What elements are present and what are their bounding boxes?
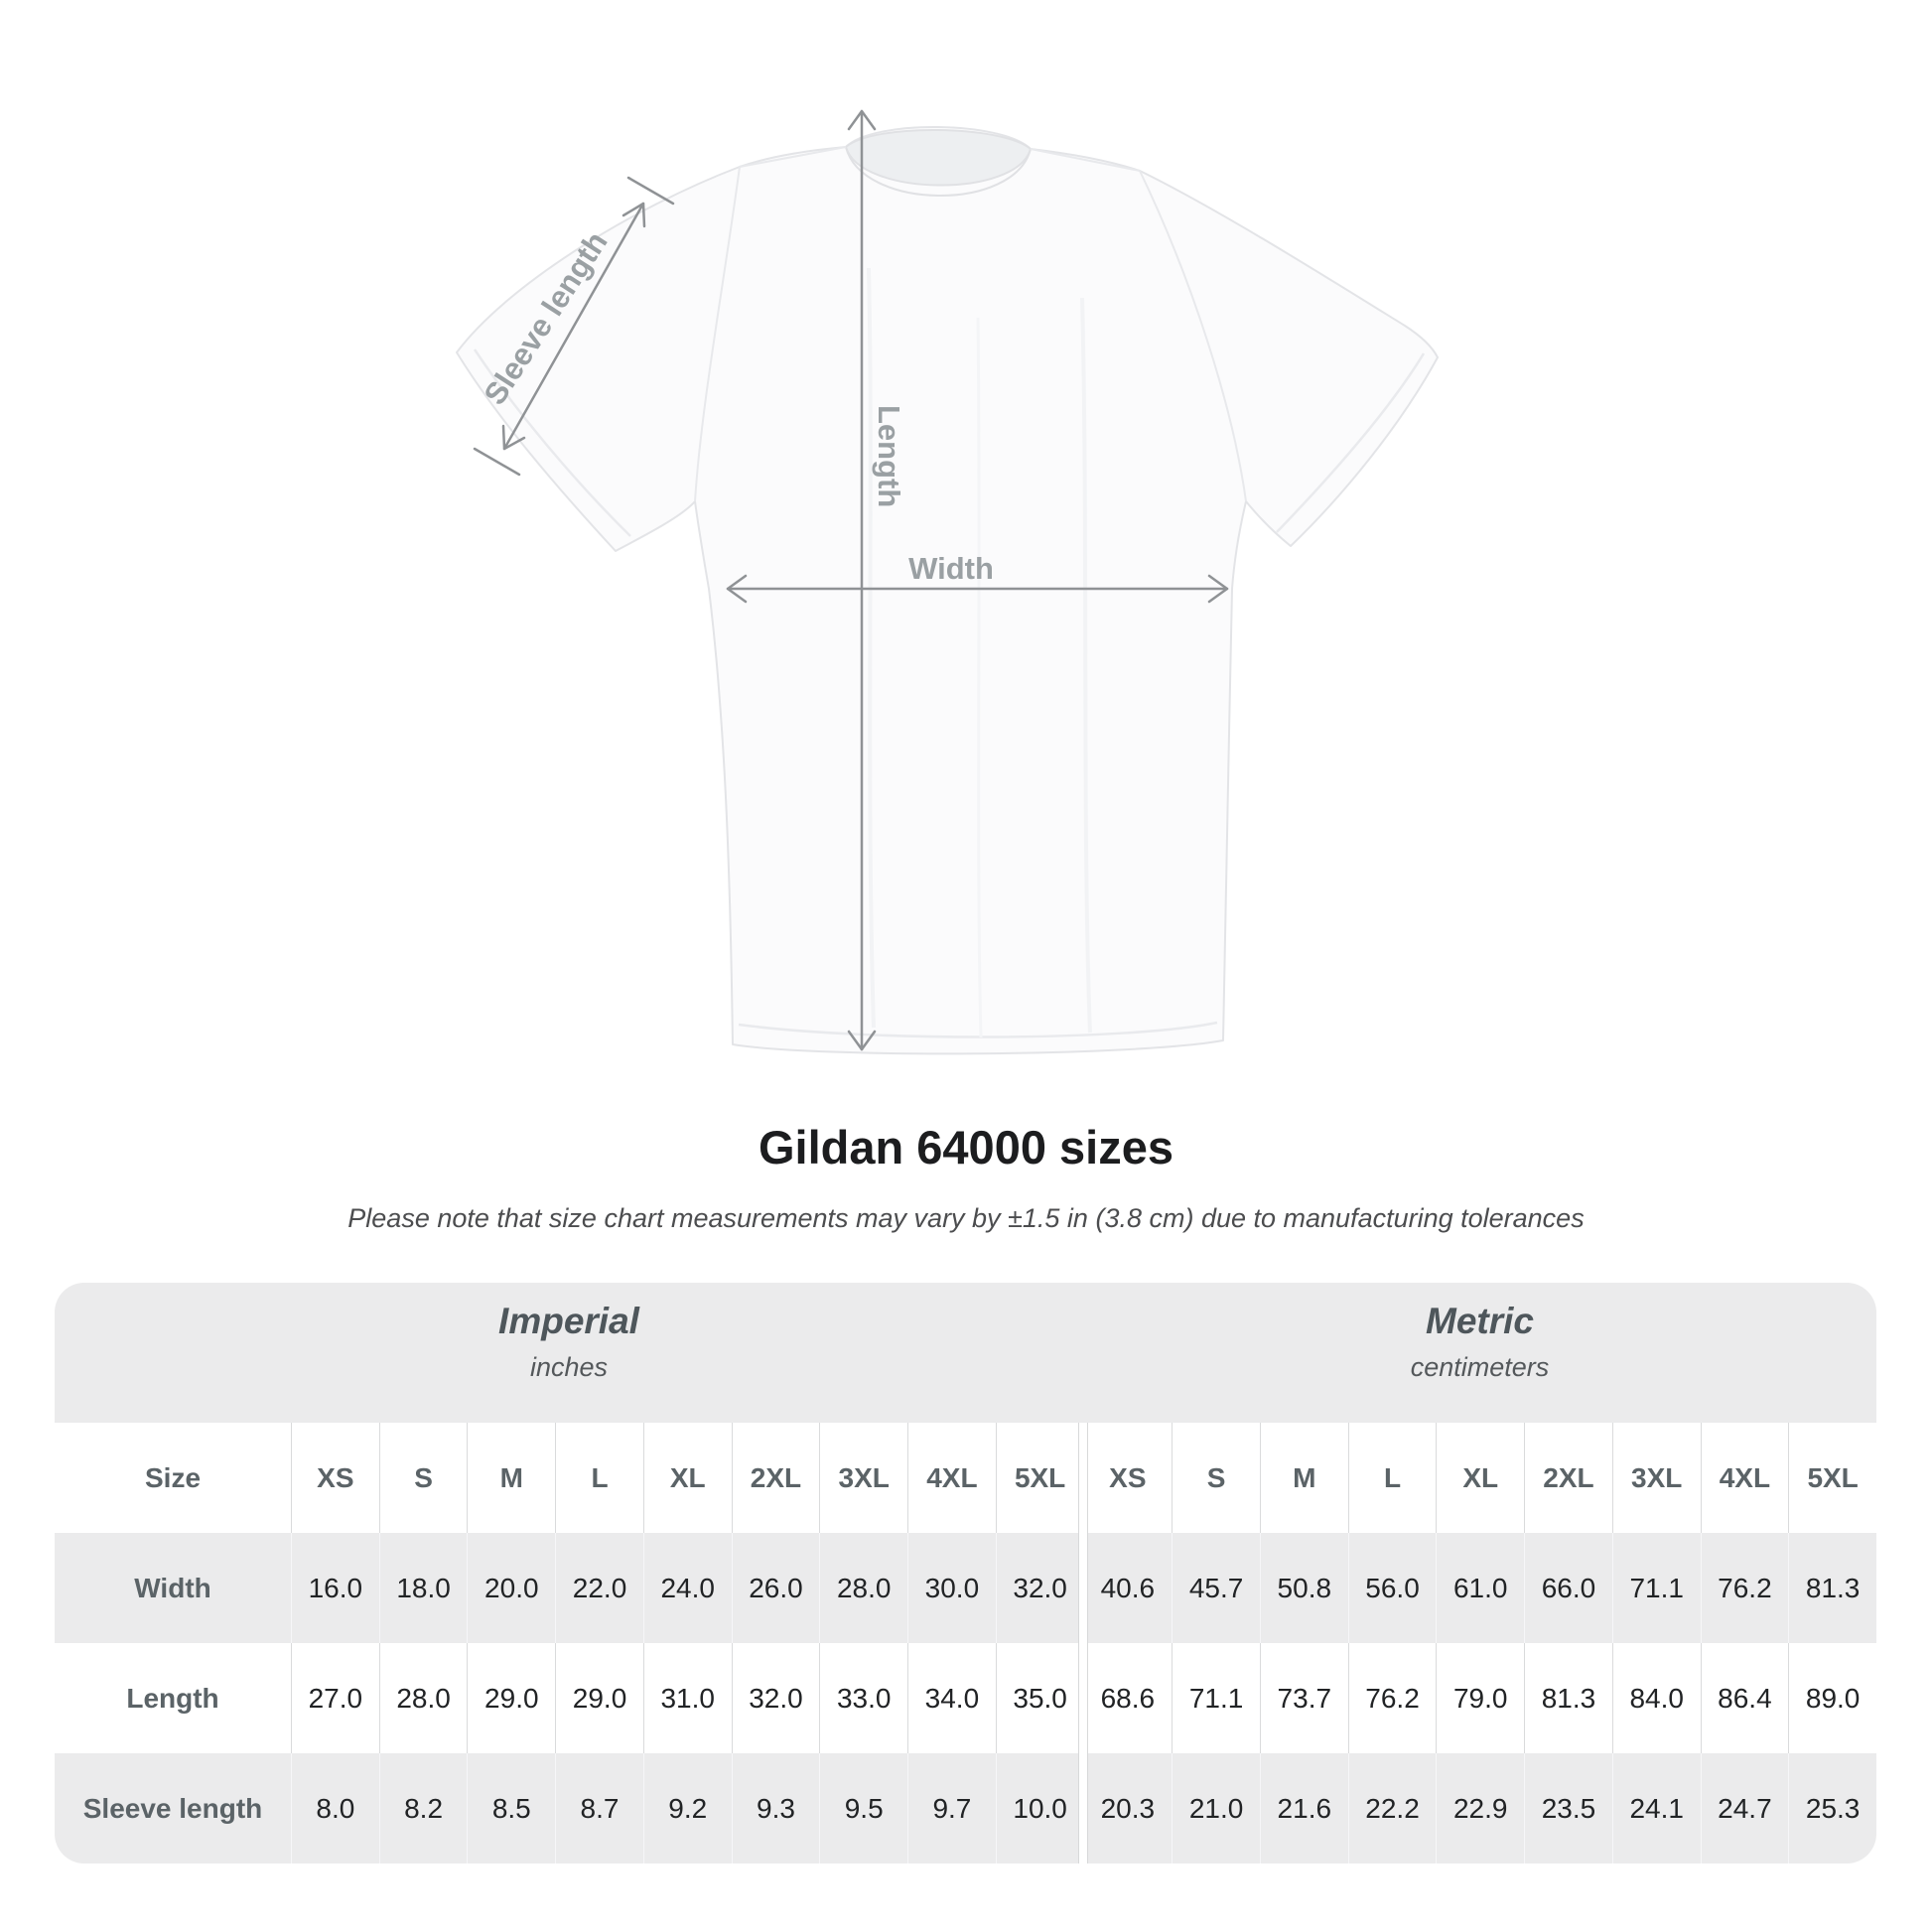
sleeve-length-label: Sleeve length [477,225,615,411]
value-cell: 21.6 [1260,1753,1348,1863]
value-cell: 22.9 [1436,1753,1524,1863]
size-cell: XS [1109,1461,1147,1493]
sleeve-length-row [55,1753,1876,1863]
length-label: Length [872,405,906,508]
value-cell: 26.0 [732,1533,820,1643]
value-cell: 30.0 [907,1533,996,1643]
value-cell: 22.0 [555,1533,643,1643]
width-row [55,1533,1876,1643]
value-cell: 28.0 [379,1643,468,1753]
value-cell: 22.2 [1348,1753,1437,1863]
value-cell: 71.1 [1612,1533,1701,1643]
size-table [55,1283,1876,1863]
value-cell: 45.7 [1172,1533,1260,1643]
size-cell: XL [643,1423,732,1533]
value-cell: 61.0 [1436,1533,1524,1643]
size-cell: 3XL [1612,1423,1701,1533]
size-cell: M [467,1423,555,1533]
size-cell: 5XL [996,1423,1084,1533]
size-cell: 5XL [1788,1423,1876,1533]
value-cell: 16.0 [291,1533,379,1643]
units-band [55,1283,1876,1423]
value-cell: 73.7 [1260,1643,1348,1753]
metric-title: Metric [1426,1301,1534,1341]
size-cell: 4XL [907,1423,996,1533]
value-cell: 29.0 [555,1643,643,1753]
metric-section-header [1083,1283,1876,1423]
imperial-metric-divider [1078,1423,1088,1863]
page-title: Gildan 64000 sizes [758,1121,1174,1173]
value-cell: 68.6 [1100,1682,1156,1714]
size-cell: 4XL [1701,1423,1789,1533]
size-cell: 2XL [1524,1423,1612,1533]
size-cell: XL [1436,1423,1524,1533]
value-cell: 76.2 [1701,1533,1789,1643]
value-cell: 24.0 [643,1533,732,1643]
imperial-unit: inches [529,1352,609,1382]
value-cell: 32.0 [996,1533,1084,1643]
value-cell: 33.0 [819,1643,907,1753]
row-label: Length [126,1682,219,1714]
value-cell: 34.0 [907,1643,996,1753]
size-cell: L [1348,1423,1437,1533]
value-cell: 9.2 [643,1753,732,1863]
width-label: Width [908,551,994,586]
value-cell: 8.0 [291,1753,379,1863]
value-cell: 18.0 [379,1533,468,1643]
value-cell: 84.0 [1612,1643,1701,1753]
value-cell: 20.0 [467,1533,555,1643]
value-cell: 23.5 [1524,1753,1612,1863]
page-subtitle: Please note that size chart measurements may vary by ±1.5 in (3.8 cm) due to manufacturing tolerances [347,1203,1585,1233]
row-label: Width [134,1572,211,1603]
value-cell: 10.0 [996,1753,1084,1863]
tshirt-diagram [397,60,1588,1102]
size-header-row [55,1423,1876,1533]
value-cell: 89.0 [1788,1643,1876,1753]
value-cell: 81.3 [1524,1643,1612,1753]
size-cell: XS [291,1423,379,1533]
value-cell: 8.5 [467,1753,555,1863]
value-cell: 86.4 [1701,1643,1789,1753]
value-cell: 21.0 [1172,1753,1260,1863]
value-cell: 56.0 [1348,1533,1437,1643]
value-cell: 29.0 [467,1643,555,1753]
value-cell: 71.1 [1172,1643,1260,1753]
value-cell: 66.0 [1524,1533,1612,1643]
size-cell: S [1172,1423,1260,1533]
size-corner-label: Size [144,1461,202,1493]
tshirt-body [457,127,1438,1053]
metric-unit: centimeters [1410,1352,1550,1382]
value-cell: 32.0 [732,1643,820,1753]
size-cell: M [1260,1423,1348,1533]
value-cell: 28.0 [819,1533,907,1643]
value-cell: 35.0 [996,1643,1084,1753]
value-cell: 76.2 [1348,1643,1437,1753]
imperial-title: Imperial [498,1301,639,1341]
value-cell: 79.0 [1436,1643,1524,1753]
value-cell: 40.6 [1100,1572,1156,1603]
size-cell: L [555,1423,643,1533]
value-cell: 25.3 [1788,1753,1876,1863]
value-cell: 50.8 [1260,1533,1348,1643]
value-cell: 27.0 [291,1643,379,1753]
value-cell: 20.3 [1100,1792,1156,1824]
length-row [55,1643,1876,1753]
value-cell: 81.3 [1788,1533,1876,1643]
size-cell: 3XL [819,1423,907,1533]
value-cell: 9.3 [732,1753,820,1863]
value-cell: 24.7 [1701,1753,1789,1863]
value-cell: 24.1 [1612,1753,1701,1863]
value-cell: 9.7 [907,1753,996,1863]
value-cell: 8.7 [555,1753,643,1863]
size-cell: 2XL [732,1423,820,1533]
value-cell: 9.5 [819,1753,907,1863]
imperial-section-header [55,1283,1083,1423]
value-cell: 8.2 [379,1753,468,1863]
size-cell: S [379,1423,468,1533]
row-label: Sleeve length [82,1792,263,1824]
value-cell: 31.0 [643,1643,732,1753]
